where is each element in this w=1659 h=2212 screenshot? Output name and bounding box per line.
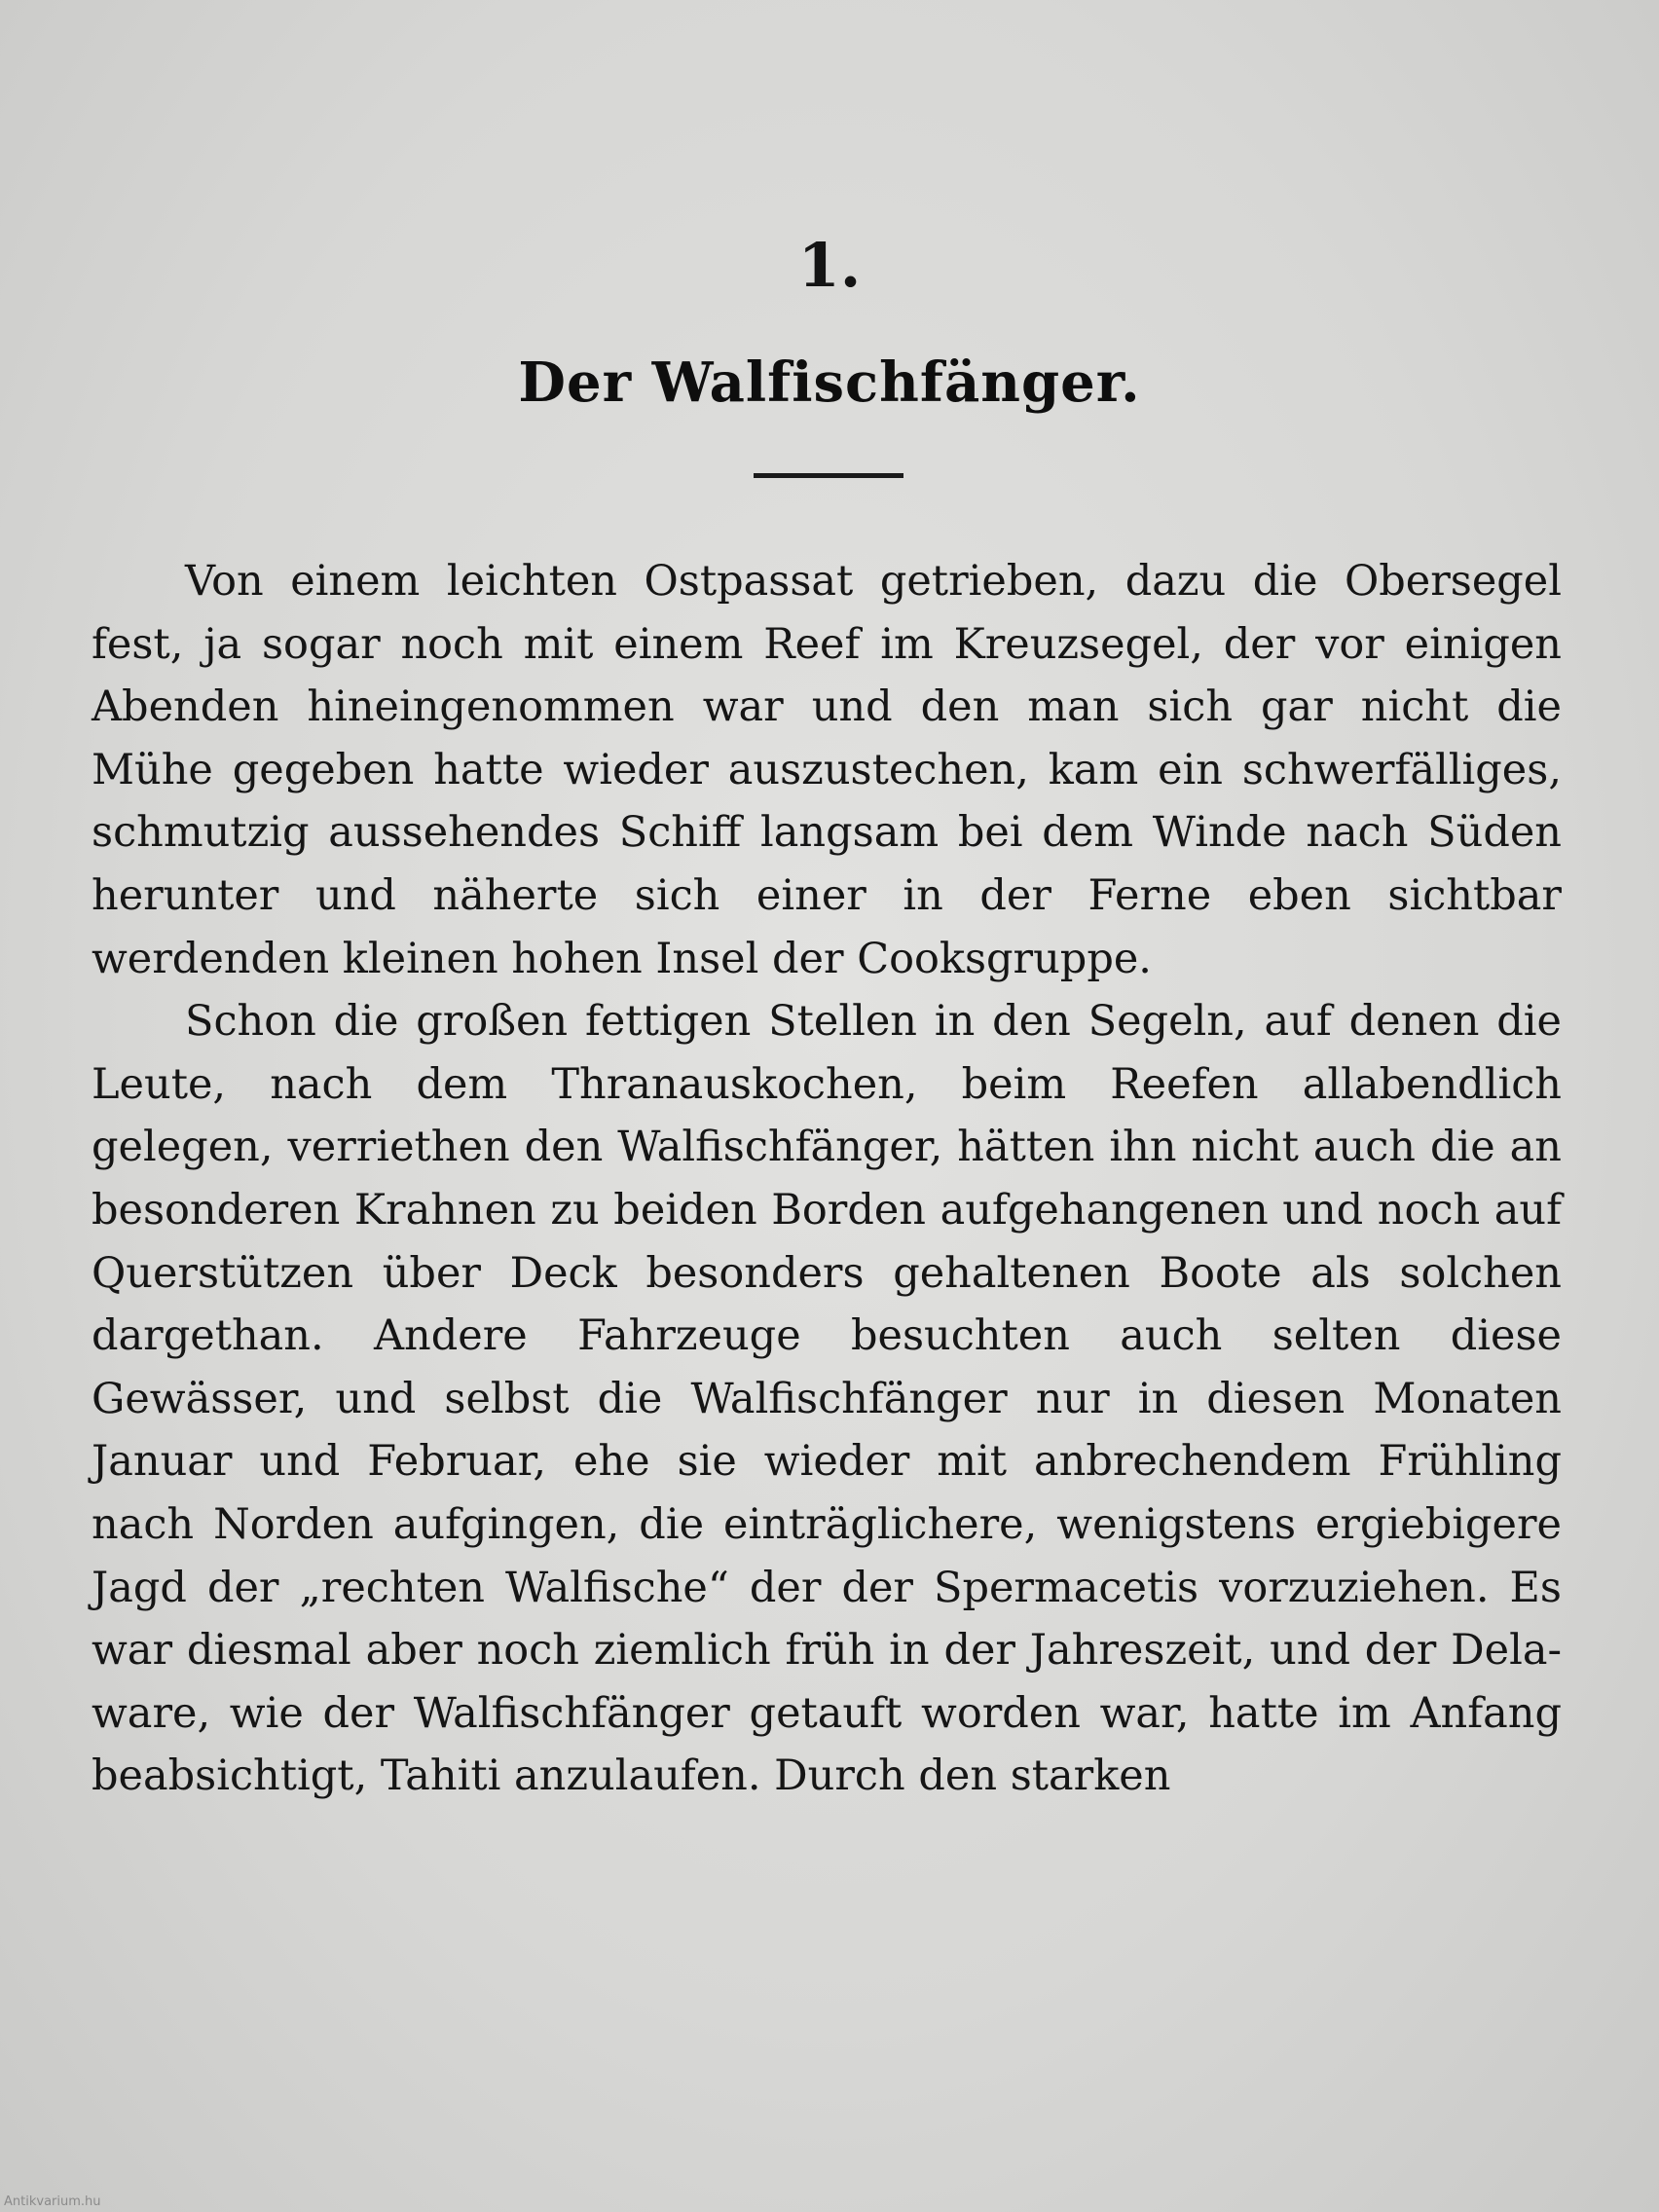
paragraph-2: Schon die großen fettigen Stellen in den Segeln, auf denen die Leute, nach dem Thranauskochen, beim Reefen allabendlich gelegen, verriethen den Walfischfänger, hätten ihn nicht auch die an besonderen Krahnen zu beiden Borden aufgehangenen und noch auf Querstützen über Deck besonders gehaltenen Boote als solchen dargethan. Andere Fahrzeuge besuchten auch selten diese Gewässer, und selbst die Walfischfänger nur in diesen Monaten Januar und Februar, ehe sie wieder mit anbrechendem Frühling nach Norden aufgingen, die einträglichere, wenigstens ergiebigere Jagd der „rechten Walfische“ der der Spermacetis vorzuziehen. Es war diesmal aber noch ziemlich früh in der Jahreszeit, und der Delaware, wie der Walfischfänger getauft worden war, hatte im Anfang beabsichtigt, Tahiti anzulaufen. Durch den starken	[92, 997, 1562, 1801]
watermark-text: Antikvarium.hu	[4, 2194, 101, 2209]
chapter-number: 1.	[797, 230, 862, 301]
chapter-title: Der Walfischfänger.	[518, 350, 1141, 415]
title-divider	[754, 473, 903, 478]
body-text	[92, 550, 1562, 1808]
paragraph-1: Von einem leichten Ostpassat getrieben, dazu die Obersegel fest, ja sogar noch mit einem Reef im Kreuzsegel, der vor einigen Abenden hineingenommen war und den man sich gar nicht die Mühe gegeben hatte wieder auszustechen, kam ein schwerfälliges, schmutzig aussehendes Schiff langsam bei dem Winde nach Süden herunter und näherte sich einer in der Ferne eben sichtbar werdenden kleinen hohen Insel der Cooksgruppe.	[92, 557, 1562, 983]
